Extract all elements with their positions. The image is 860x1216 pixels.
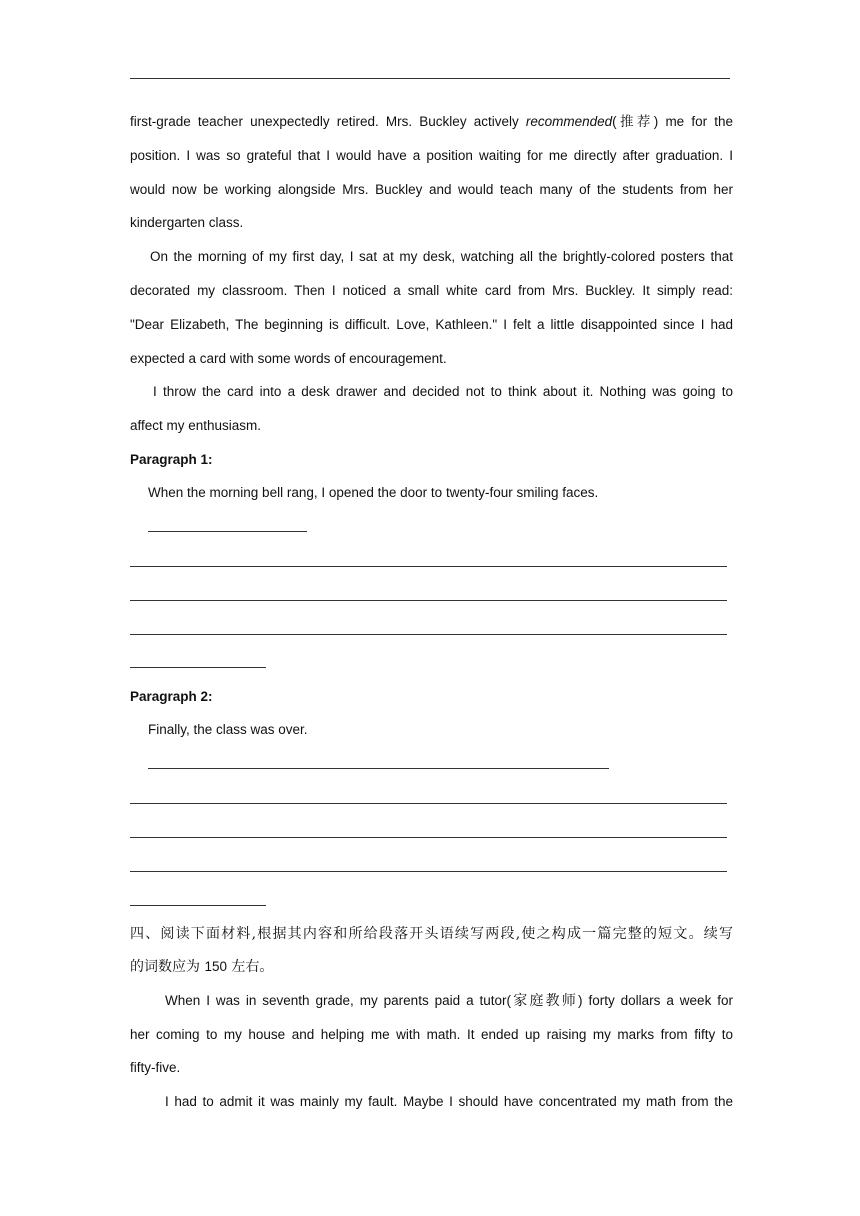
passage-line xyxy=(130,112,733,132)
answer-blank[interactable] xyxy=(130,803,727,804)
text-span: 的词数应为 xyxy=(130,959,205,975)
passage-line: kindergarten class. xyxy=(130,215,244,230)
passage-line: "Dear Elizabeth, The beginning is difficult. Love, Kathleen." I felt a little disappointed since I had xyxy=(130,317,733,332)
answer-blank[interactable] xyxy=(130,600,727,601)
answer-blank[interactable] xyxy=(130,905,266,906)
passage-line: decorated my classroom. Then I noticed a small white card from Mrs. Buckley. It simply read: xyxy=(130,283,733,298)
text-span: first-grade teacher unexpectedly retired. Mrs. Buckley actively xyxy=(130,114,526,129)
word-count: 150 xyxy=(204,959,227,974)
passage-line: affect my enthusiasm. xyxy=(130,418,262,433)
passage-line: would now be working alongside Mrs. Buckley and would teach many of the students from her xyxy=(130,182,733,197)
paragraph-1-opening: When the morning bell rang, I opened the door to twenty-four smiling faces. xyxy=(148,485,599,500)
passage-line: her coming to my house and helping me with math. It ended up raising my marks from fifty to xyxy=(130,1027,733,1042)
answer-blank[interactable] xyxy=(130,634,727,635)
section-4-instruction xyxy=(130,957,733,977)
answer-blank[interactable] xyxy=(130,667,266,668)
section-4-instruction: 四、阅读下面材料,根据其内容和所给段落开头语续写两段,使之构成一篇完整的短文。续写 xyxy=(130,926,733,942)
italic-word: recommended xyxy=(525,114,613,129)
paragraph-2-label: Paragraph 2: xyxy=(130,689,213,704)
passage-line: fifty-five. xyxy=(130,1060,181,1075)
header-rule xyxy=(130,78,730,79)
chinese-gloss: 家庭教师 xyxy=(511,993,579,1009)
answer-blank[interactable] xyxy=(148,531,307,532)
answer-blank[interactable] xyxy=(130,566,727,567)
passage-line xyxy=(165,991,733,1011)
passage-line: On the morning of my first day, I sat at my desk, watching all the brightly-colored posters that xyxy=(150,249,733,264)
answer-blank[interactable] xyxy=(130,871,727,872)
answer-blank[interactable] xyxy=(148,768,609,769)
passage-line: expected a card with some words of encouragement. xyxy=(130,351,447,366)
text-span: ) forty dollars a week for xyxy=(578,993,734,1008)
text-span: 左右。 xyxy=(226,959,274,975)
paragraph-1-label: Paragraph 1: xyxy=(130,452,213,467)
answer-blank[interactable] xyxy=(130,837,727,838)
passage-line: I throw the card into a desk drawer and decided not to think about it. Nothing was going to xyxy=(153,384,733,399)
text-span: (推荐) me for the xyxy=(612,114,733,129)
passage-line: I had to admit it was mainly my fault. Maybe I should have concentrated my math from the xyxy=(165,1094,733,1109)
paragraph-2-opening: Finally, the class was over. xyxy=(148,722,308,737)
text-span: When I was in seventh grade, my parents paid a tutor( xyxy=(165,993,512,1008)
passage-line: position. I was so grateful that I would have a position waiting for me directly after graduation. I xyxy=(130,148,733,163)
